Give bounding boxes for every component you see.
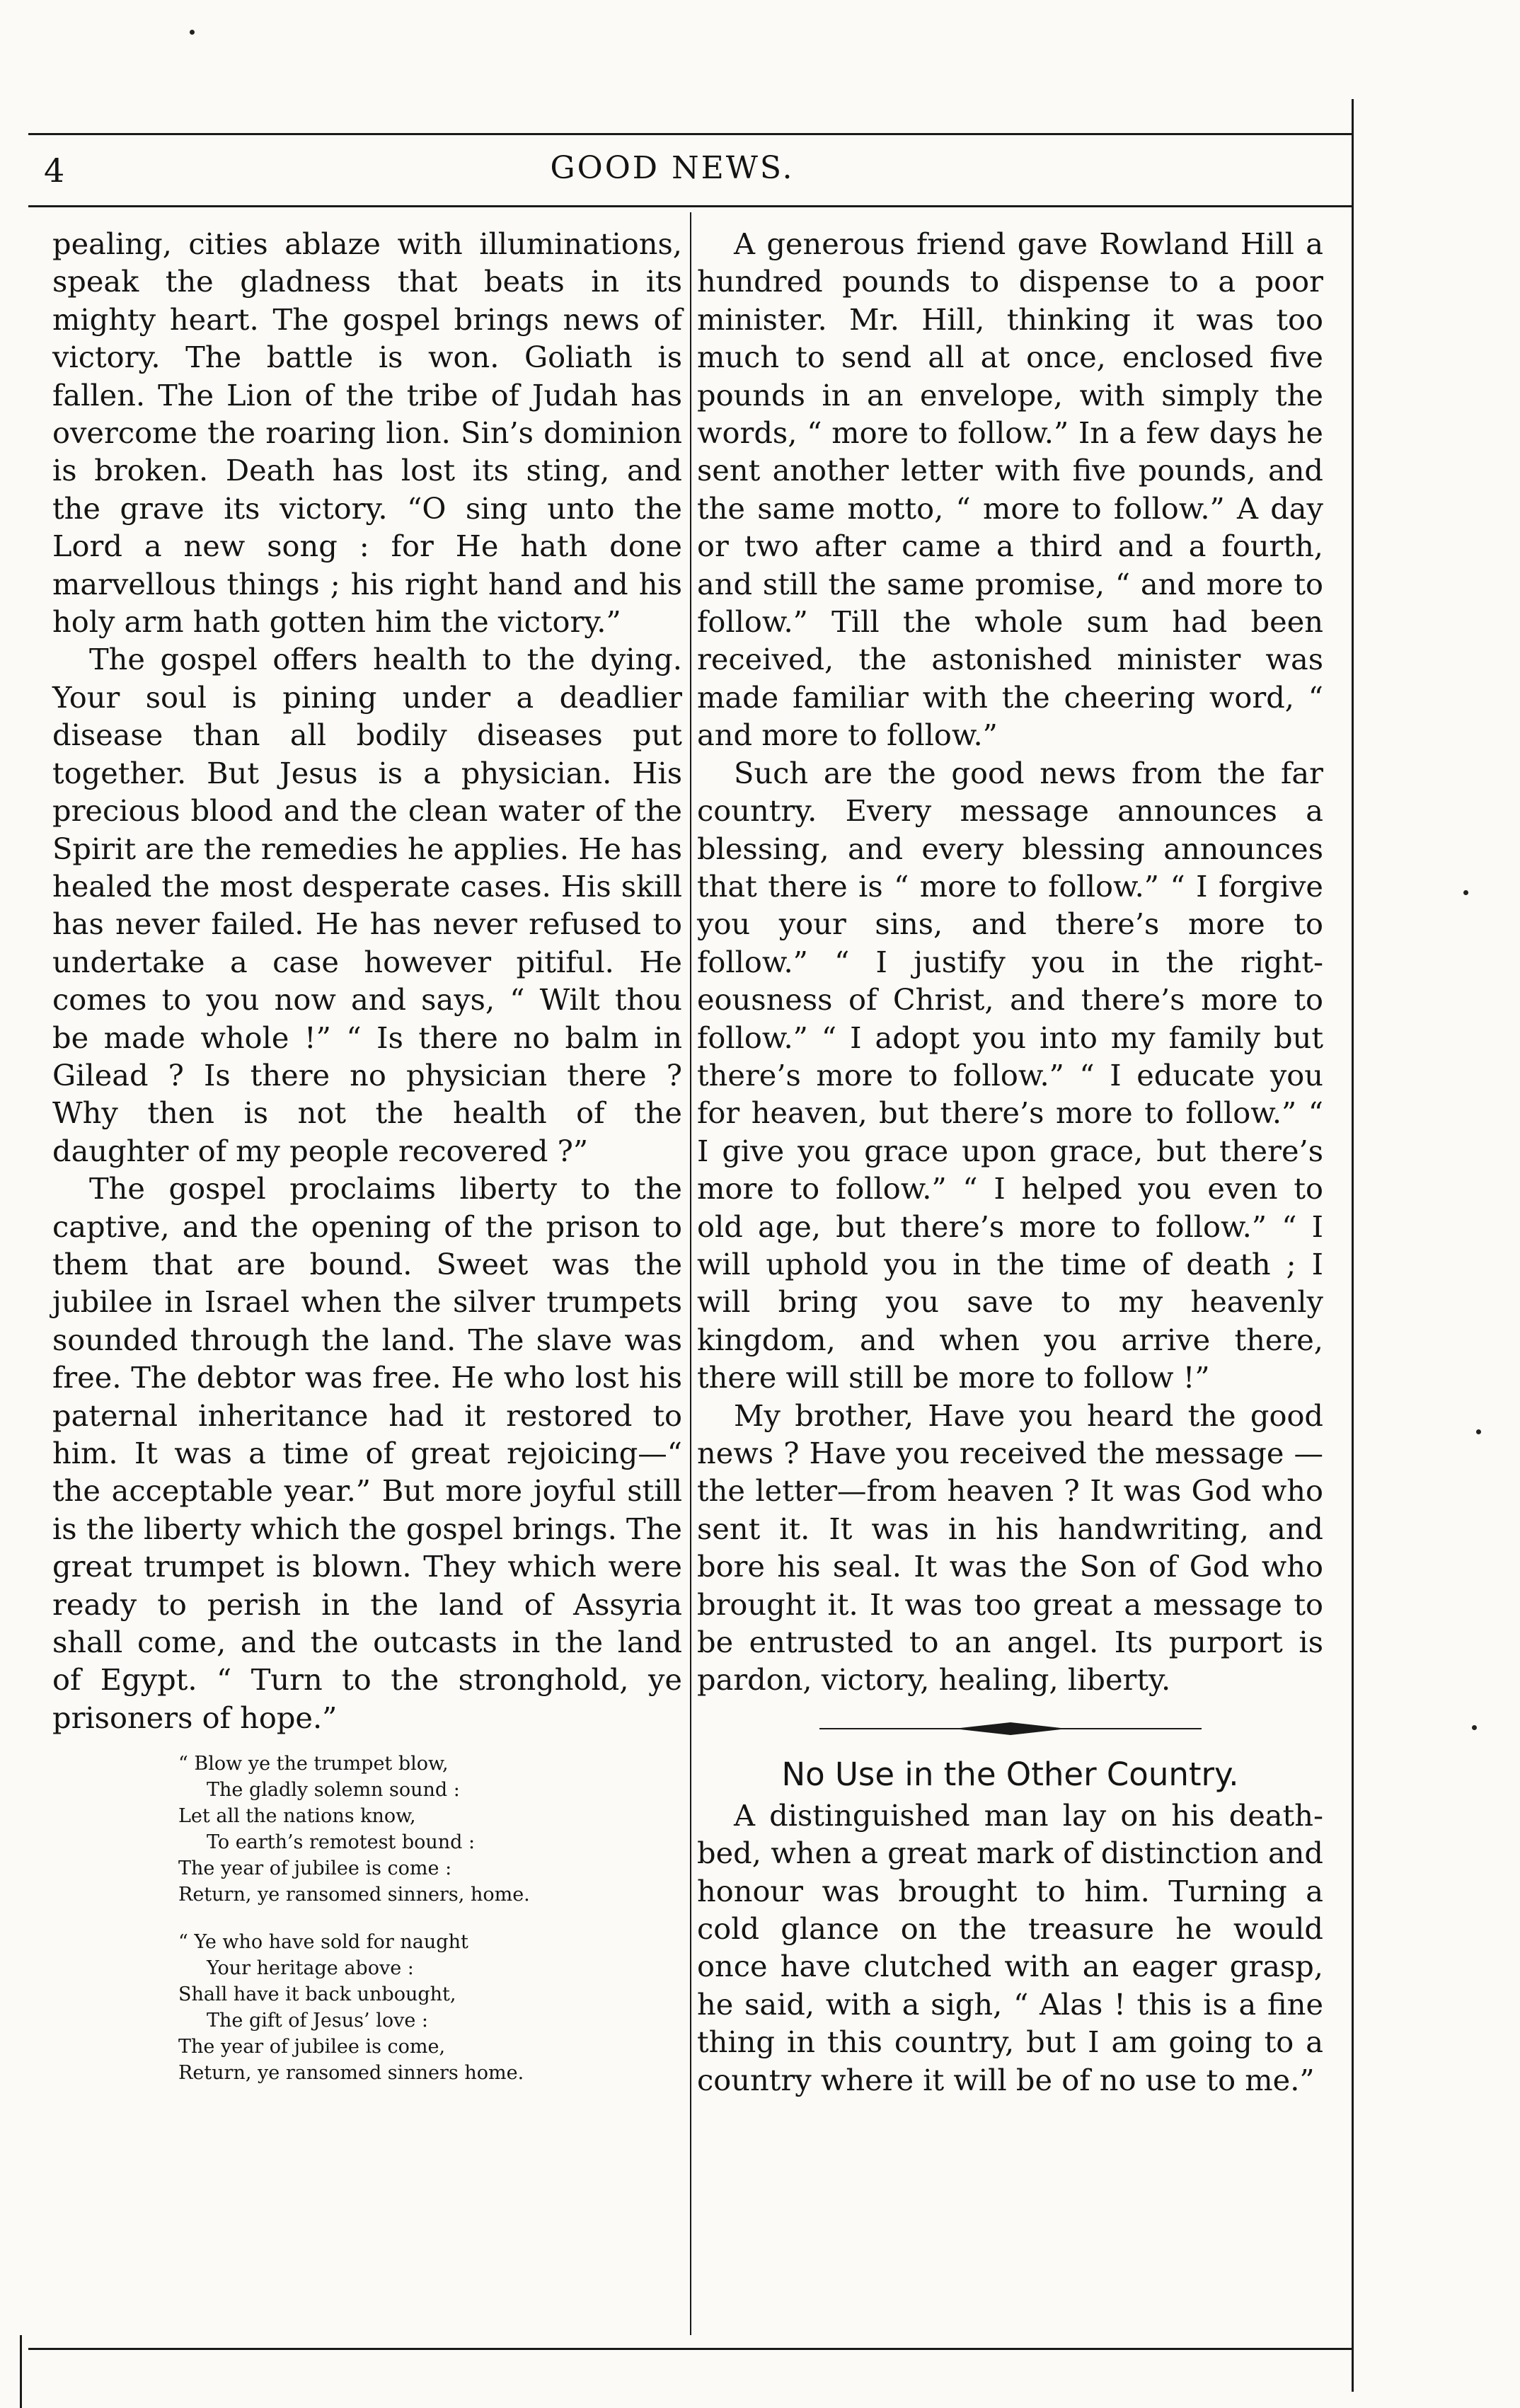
right-margin-rule [1352,99,1354,2392]
speck [1463,890,1468,895]
ornament-rule-icon [812,1720,1209,1737]
paragraph: A generous friend gave Rowland Hill a hundred pounds to dispense to a poor minister. Mr. Hill, thinking it was too much to send all at once, enclosed five pounds in an envelope, with simply the words, “ more to follow.” In a few days he sent another letter with five pounds, and the same motto, “ more to follow.” A day or two after came a third and a fourth, and still the same promise, “ and more to follow.” Till the whole sum had been received, the astonished minister was made familiar with the cheering word, “ and more to follow.” [697,226,1323,753]
section-divider [697,1720,1323,1737]
hymn-poem [52,1751,682,2086]
poem-line: The year of jubilee is come : [178,1857,452,1880]
paragraph: My brother, Have you heard the good news ? Have you received the message —the letter—from heaven ? It was God who sent it. It was in his handwriting, and bore his seal. It was the Son of God who brought it. It was too great a message to be entrusted to an angel. Its purport is pardon, victory, healing, liberty. [697,1398,1323,1698]
article-title: No Use in the Other Country. [781,1755,1239,1793]
page-title: GOOD NEWS. [550,150,795,186]
poem-line: The gift of Jesus’ love : [207,2010,429,2032]
poem-stanza [178,1751,682,1908]
poem-line: Shall have it back unbought, [178,1983,456,2006]
poem-line: The gladly solemn sound : [207,1779,460,1802]
poem-line: Return, ye ransomed sinners, home. [178,1884,530,1906]
bottom-rule [28,2348,1352,2350]
poem-line: The year of jubilee is come, [178,2036,446,2058]
poem-line: “ Blow ye the trumpet blow, [178,1753,449,1775]
poem-line: Your heritage above : [207,1957,414,1980]
speck [190,30,195,35]
poem-line: Return, ye ransomed sinners home. [178,2062,524,2085]
poem-line: Let all the nations know, [178,1805,416,1828]
speck [1472,1725,1477,1730]
top-rule [28,133,1352,135]
paragraph: pealing, cities ablaze with illuminations, speak the gladness that beats in its mighty heart. The gospel brings news of victory. The battle is won. Goliath is fallen. The Lion of the tribe of Judah has overcome the roaring lion. Sin’s dominion is broken. Death has lost its sting, and the grave its victory. “O sing unto the Lord a new song : for He hath done marvellous things ; his right hand and his holy arm hath gotten him the victory.” [52,226,682,640]
left-column [52,225,682,2107]
speck [1476,1429,1481,1434]
page-number: 4 [44,151,65,190]
paragraph: Such are the good news from the far country. Every message announces a blessing, and every blessing announces that there is “ more to follow.” “ I forgive you your sins, and there’s more to follow.” “ I justify you in the righteousness of Christ, and there’s more to follow.” “ I adopt you into my family but there’s more to follow.” “ I educate you for heaven, but there’s more to follow.” “ I give you grace upon grace, but there’s more to follow.” “ I helped you even to old age, but there’s more to follow.” “ I will uphold you in the time of death ; I will bring you save to my heavenly kingdom, and when you arrive there, there will still be more to follow !” [697,755,1323,1395]
header-rule [28,205,1352,207]
column-divider [690,212,691,2335]
poem-stanza [178,1929,682,2086]
paragraph: The gospel offers health to the dying. Your soul is pining under a deadlier disease than all bodily diseases put together. But Jesus is a physician. His precious blood and the clean water of the Spirit are the remedies he applies. He has healed the most desperate cases. His skill has never failed. He has never refused to undertake a case however pitiful. He comes to you now and says, “ Wilt thou be made whole !” “ Is there no balm in Gilead ? Is there no physician there ? Why then is not the health of the daughter of my people recovered ?” [52,642,682,1168]
poem-line: “ Ye who have sold for naught [178,1931,468,1954]
right-column [697,225,1323,2099]
left-margin-rule [20,2335,22,2408]
poem-line: To earth’s remotest bound : [207,1831,476,1854]
paragraph: A distinguished man lay on his deathbed, when a great mark of distinction and honour was brought to him. Turning a cold glance on the treasure he would once have clutched with an eager grasp, he said, with a sigh, “ Alas ! this is a fine thing in this country, but I am going to a country where it will be of no use to me.” [697,1797,1323,2097]
paragraph: The gospel proclaims liberty to the captive, and the opening of the prison to them that are bound. Sweet was the jubilee in Israel when the silver trumpets sounded through the land. The slave was free. The debtor was free. He who lost his paternal inheritance had it restored to him. It was a time of great rejoicing—“ the acceptable year.” But more joyful still is the liberty which the gospel brings. The great trumpet is blown. They which were ready to perish in the land of Assyria shall come, and the outcasts in the land of Egypt. “ Turn to the stronghold, ye prisoners of hope.” [52,1171,682,1735]
